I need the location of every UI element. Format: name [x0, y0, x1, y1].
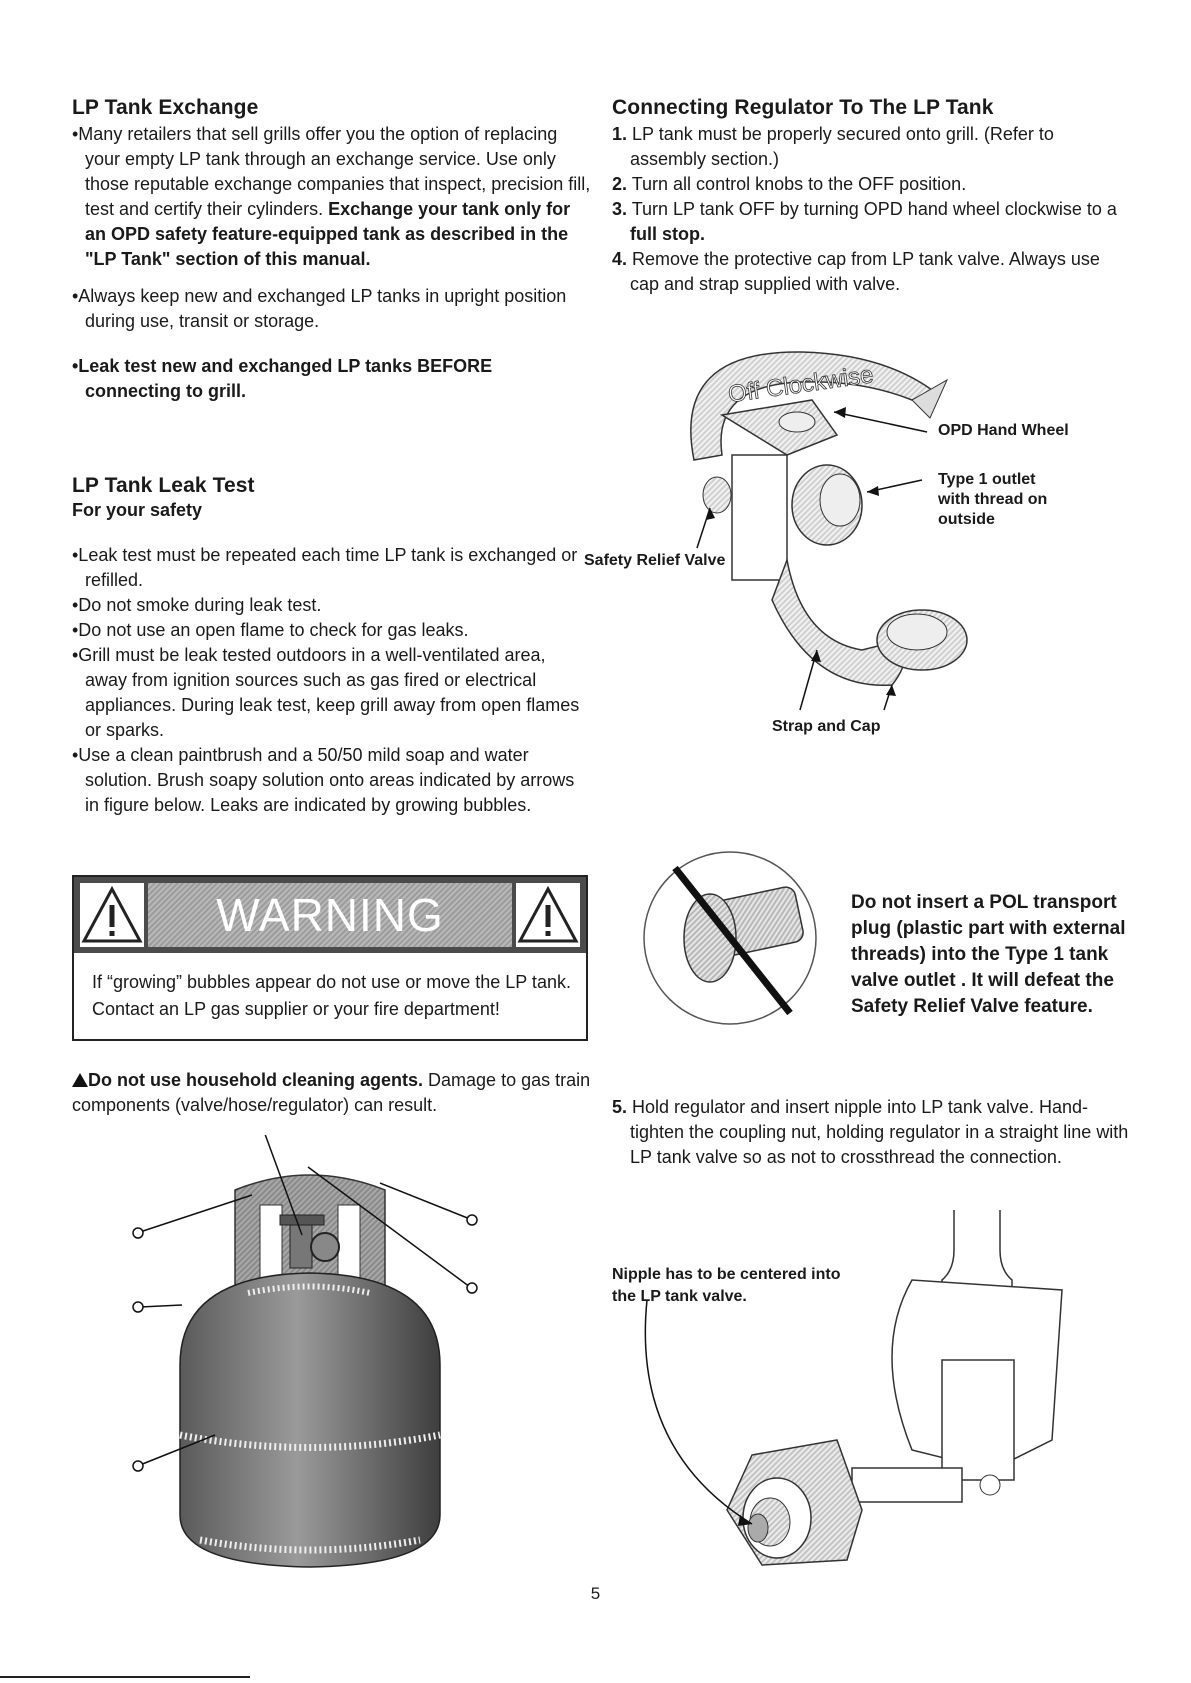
connection-steps	[612, 122, 1132, 297]
caution-bold: Do not use household cleaning agents.	[88, 1070, 424, 1090]
exchange-paragraph-1-bold: Exchange your tank only for an OPD safety feature-equipped tank as described in the "LP Tank" section of this manual.	[85, 199, 571, 269]
leak-test-bullet: •Do not use an open flame to check for gas leaks.	[72, 620, 469, 640]
warning-box	[72, 875, 588, 1041]
leak-test-bullet: •Grill must be leak tested outdoors in a well-ventilated area, away from ignition sources such as gas fired or electrical appliances. During leak test, keep grill away from open flames or sparks.	[72, 645, 580, 740]
step-item	[612, 247, 1132, 297]
leak-test-bullet: •Leak test must be repeated each time LP tank is exchanged or refilled.	[72, 545, 578, 590]
caution-text: Damage to gas train components (valve/hose/regulator) can result.	[72, 1070, 591, 1115]
household-cleaning-caution	[72, 1068, 592, 1118]
lp-tank-exchange-heading: LP Tank Exchange	[72, 96, 259, 119]
warning-text: If “growing” bubbles appear do not use or move the LP tank. Contact an LP gas supplier or your fire department!	[92, 972, 571, 1019]
step-number: 4.	[612, 249, 628, 269]
label-safety-relief-valve: Safety Relief Valve	[584, 552, 726, 569]
step-item	[612, 172, 1132, 197]
label-type1-outlet: Type 1 outlet with thread on outside	[938, 471, 1048, 528]
step-item	[612, 197, 1132, 247]
right-column	[612, 96, 1132, 297]
label-nipple-centered: Nipple has to be centered into the LP tank valve.	[612, 1266, 841, 1305]
exchange-paragraph-2: •Always keep new and exchanged LP tanks in upright position during use, transit or storage.	[72, 286, 567, 331]
step-number: 5.	[612, 1097, 628, 1117]
exchange-paragraph-3: •Leak test new and exchanged LP tanks BEFORE connecting to grill.	[72, 356, 493, 401]
exchange-paragraph-1	[72, 122, 592, 272]
warning-title: WARNING	[216, 889, 444, 941]
step-item	[612, 122, 1132, 172]
label-strap-and-cap: Strap and Cap	[772, 718, 881, 735]
step-5	[612, 1095, 1132, 1170]
step-text: LP tank must be properly secured onto grill. (Refer to assembly section.)	[630, 124, 1054, 169]
warning-banner	[74, 877, 586, 953]
lp-tank-leak-test-figure	[130, 1135, 530, 1575]
leak-test-heading: LP Tank Leak Test	[72, 474, 255, 497]
caution-triangle-icon	[72, 1069, 88, 1083]
left-column	[72, 96, 592, 818]
leak-test-subheading: For your safety	[72, 500, 203, 520]
step-text: Turn LP tank OFF by turning OPD hand wheel clockwise to a	[631, 199, 1117, 219]
label-opd-hand-wheel: OPD Hand Wheel	[938, 422, 1069, 439]
leak-test-bullets	[72, 543, 592, 818]
off-clockwise-text: Off Clockwise	[726, 361, 876, 409]
caution-paragraph	[72, 1068, 592, 1118]
pol-plug-figure	[640, 848, 820, 1028]
step-item	[612, 1095, 1132, 1170]
step-bold-tail: full stop.	[630, 224, 705, 244]
step-text: Turn all control knobs to the OFF position.	[631, 174, 967, 194]
regulator-connection-figure	[612, 1210, 1152, 1580]
step-number: 3.	[612, 199, 628, 219]
exchange-paragraph-1-text: •Many retailers that sell grills offer you the option of replacing your empty LP tank through an exchange service. Use only those reputable exchange companies that inspect, precision fill, test and certify their cylinders.	[72, 124, 591, 219]
opd-valve-figure	[584, 340, 1152, 820]
leak-test-bullet: •Do not smoke during leak test.	[72, 595, 322, 615]
step-text: Remove the protective cap from LP tank valve. Always use cap and strap supplied with valve.	[630, 249, 1100, 294]
bottom-rule	[0, 1676, 250, 1678]
step-text: Hold regulator and insert nipple into LP tank valve. Hand-tighten the coupling nut, holding regulator in a straight line with LP tank valve so as not to crossthread the connection.	[630, 1097, 1129, 1167]
warning-triangle-icon	[80, 883, 144, 947]
warning-triangle-icon	[516, 883, 580, 947]
pol-plug-warning: Do not insert a POL transport plug (plastic part with external threads) into the Type 1 tank valve outlet . It will defeat the Safety Relief Valve feature.	[851, 892, 1126, 1017]
page-number: 5	[590, 1584, 601, 1603]
step-number: 1.	[612, 124, 628, 144]
leak-test-bullet: •Use a clean paintbrush and a 50/50 mild soap and water solution. Brush soapy solution onto areas indicated by arrows in figure below. Leaks are indicated by growing bubbles.	[72, 745, 575, 815]
connecting-regulator-heading: Connecting Regulator To The LP Tank	[612, 96, 994, 119]
step-number: 2.	[612, 174, 628, 194]
